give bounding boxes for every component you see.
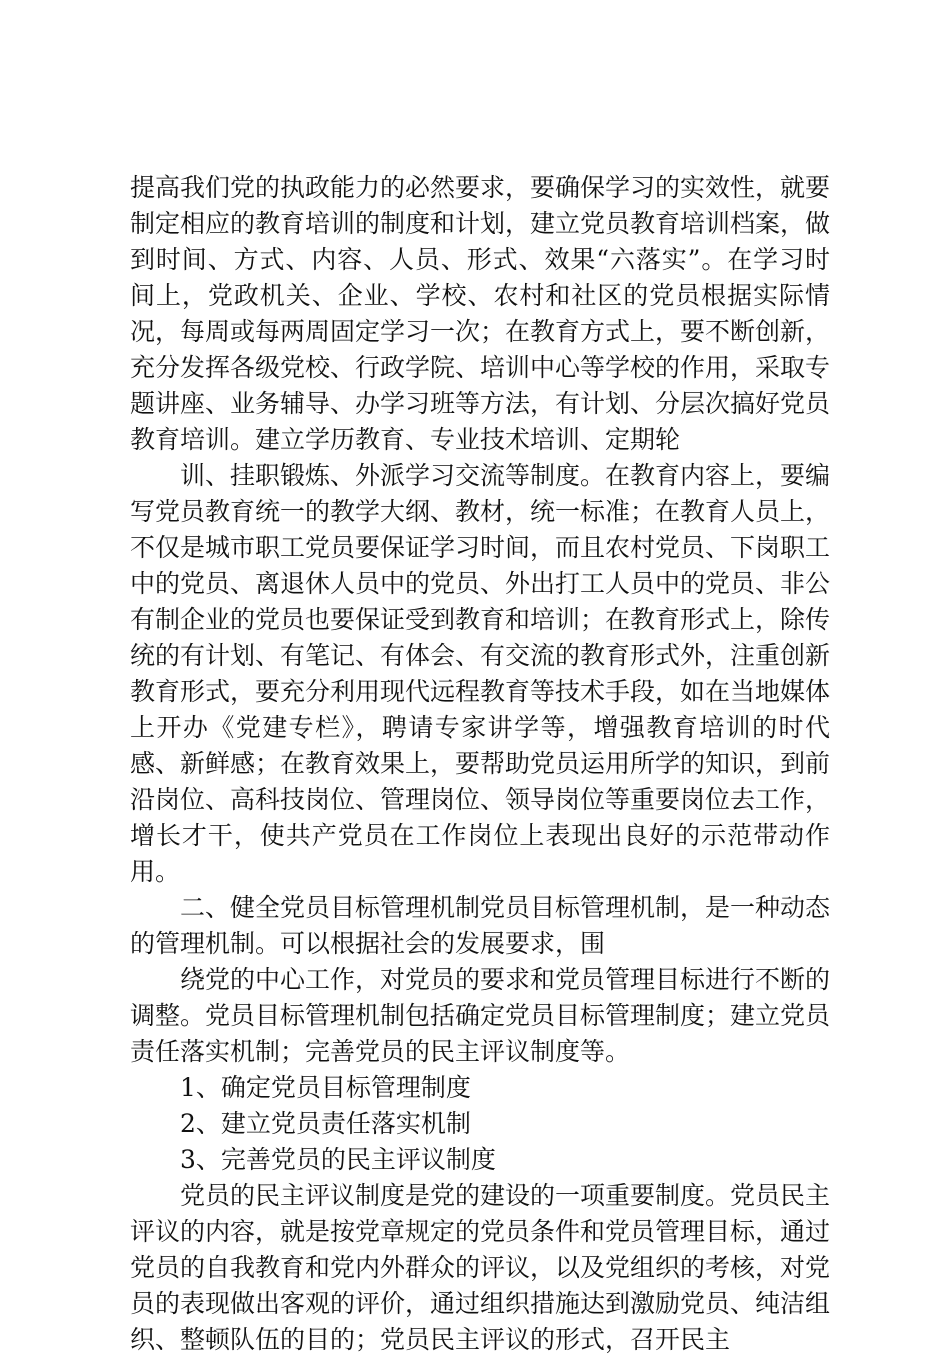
paragraph-3-section-heading: 二、健全党员目标管理机制党员目标管理机制，是一种动态的管理机制。可以根据社会的发展要求，围 <box>130 893 831 958</box>
document-body <box>130 170 830 1358</box>
list-item-1: 1、确定党员目标管理制度 <box>180 1073 471 1102</box>
paragraph-4: 绕党的中心工作，对党员的要求和党员管理目标进行不断的调整。党员目标管理机制包括确定党员目标管理制度；建立党员责任落实机制；完善党员的民主评议制度等。 <box>130 965 831 1066</box>
paragraph-2: 训、挂职锻炼、外派学习交流等制度。在教育内容上，要编写党员教育统一的教学大纲、教材，统一标准；在教育人员上，不仅是城市职工党员要保证学习时间，而且农村党员、下岗职工中的党员、离退休人员中的党员、外出打工人员中的党员、非公有制企业的党员也要保证受到教育和培训；在教育形式上，除传统的有计划、有笔记、有体会、有交流的教育形式外，注重创新教育形式，要充分利用现代远程教育等技术手段，如在当地媒体上开办《党建专栏》，聘请专家讲学等，增强教育培训的时代感、新鲜感；在教育效果上，要帮助党员运用所学的知识，到前沿岗位、高科技岗位、管理岗位、领导岗位等重要岗位去工作，增长才干，使共产党员在工作岗位上表现出良好的示范带动作用。 <box>130 461 831 886</box>
list-item-2: 2、建立党员责任落实机制 <box>180 1109 471 1138</box>
list-item-3: 3、完善党员的民主评议制度 <box>180 1145 496 1174</box>
paragraph-1: 提高我们党的执政能力的必然要求，要确保学习的实效性，就要制定相应的教育培训的制度和计划，建立党员教育培训档案，做到时间、方式、内容、人员、形式、效果“六落实”。在学习时间上，党政机关、企业、学校、农村和社区的党员根据实际情况，每周或每两周固定学习一次；在教育方式上，要不断创新，充分发挥各级党校、行政学院、培训中心等学校的作用，采取专题讲座、业务辅导、办学习班等方法，有计划、分层次搞好党员教育培训。建立学历教育、专业技术培训、定期轮 <box>130 173 831 454</box>
paragraph-5: 党员的民主评议制度是党的建设的一项重要制度。党员民主评议的内容，就是按党章规定的党员条件和党员管理目标，通过党员的自我教育和党内外群众的评议，以及党组织的考核，对党员的表现做出客观的评价，通过组织措施达到激励党员、纯洁组织、整顿队伍的目的；党员民主评议的形式，召开民主 <box>130 1181 831 1354</box>
